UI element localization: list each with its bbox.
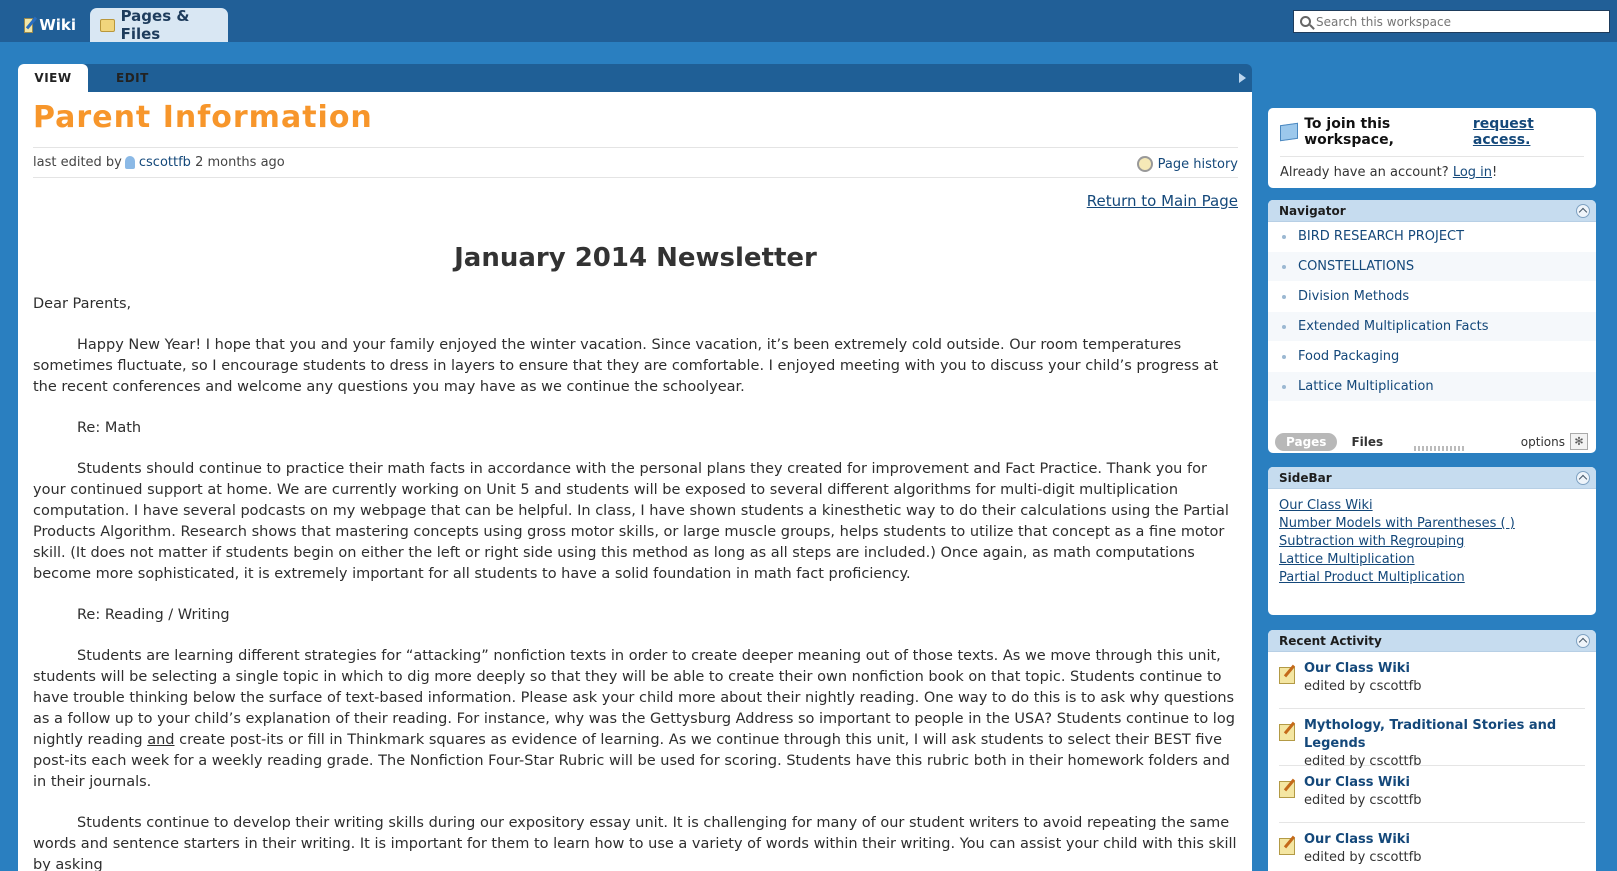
sidebar-link[interactable]: Lattice Multiplication	[1279, 552, 1415, 567]
tab-view-label: VIEW	[34, 71, 72, 85]
recent-item	[1279, 823, 1585, 871]
navigator-list[interactable]	[1268, 222, 1596, 431]
return-link-row	[33, 192, 1238, 212]
paragraph-part: create post-its or fill in Thinkmark squares as evidence of learning. As we continue through this unit, I will ask students to select their BEST five post-its each week for a weekly reading grade. The Nonfiction Four-Star Rubric will be used for scoring. Students have this rubric both in their homework folders and in their journals.	[33, 732, 1230, 790]
top-bar	[0, 0, 1617, 42]
recent-item-by: edited by cscottfb	[1304, 754, 1422, 769]
tab-wiki-label: Wiki	[39, 16, 76, 34]
resize-grip[interactable]	[1414, 446, 1464, 451]
nav-tab-pages[interactable]: Pages	[1275, 433, 1337, 451]
options-label: options	[1520, 434, 1565, 449]
edit-note-icon	[1279, 838, 1295, 855]
nav-item[interactable]: BIRD RESEARCH PROJECT	[1268, 222, 1596, 252]
nav-item[interactable]: Extended Multiplication Facts	[1268, 312, 1596, 342]
meta-time: 2 months ago	[195, 155, 285, 170]
tab-edit-label: EDIT	[116, 71, 149, 85]
collapse-icon[interactable]	[1576, 471, 1590, 485]
nav-item[interactable]: Lattice Multiplication	[1268, 372, 1596, 402]
page-title: Parent Information	[33, 100, 373, 135]
search-input[interactable]	[1316, 15, 1606, 29]
collapse-icon[interactable]	[1576, 204, 1590, 218]
recent-item-title[interactable]: Our Class Wiki	[1304, 775, 1410, 790]
paragraph-part: Students are learning different strategies for “attacking” nonfiction texts in order to create deeper meaning out of those texts. As we move through this unit, students will be selecting a single topic in which to dig more deeply so that they will be able to create their own nonfiction book on that topic. Students continue to have trouble thinking below the surface of text-based information. Please ask your child more about their nightly reading. One way to do this is to ask why questions as a follow up to your child’s explanation of their reading. For instance, why was the Gettysburg Address so important to people in the USA? Students continue to log nightly reading	[33, 648, 1235, 748]
page-history[interactable]	[1137, 156, 1238, 172]
join-line	[1280, 116, 1584, 148]
join-workspace-box	[1268, 108, 1596, 188]
edit-note-icon	[1279, 781, 1295, 798]
search-box[interactable]	[1293, 10, 1610, 33]
tab-view[interactable]	[18, 64, 88, 92]
gear-icon[interactable]: ✻	[1570, 433, 1588, 450]
edit-note-icon	[1279, 724, 1295, 741]
recent-item-by: edited by cscottfb	[1304, 793, 1422, 808]
sidebar-title: SideBar	[1279, 470, 1332, 485]
nav-tab-files[interactable]: Files	[1351, 435, 1384, 449]
nav-item[interactable]: Division Methods	[1268, 282, 1596, 312]
view-edit-tabs	[18, 64, 1252, 92]
sidebar-link[interactable]: Subtraction with Regrouping	[1279, 534, 1465, 549]
edit-note-icon	[1279, 667, 1295, 684]
paragraph: Students should continue to practice their math facts in accordance with the personal plans they created for improvement and Fact Practice. Thank you for your continued support at home. We are currently working on Unit 5 and students will be exposed to several different algorithms for multi-digit multiplication computation. I have several podcasts on my webpage that can be helpful. In class, I have shown students a kinesthetic way to do their calculations using the Partial Products Algorithm. Research shows that mastering concepts using gross motor skills, or large muscle groups, helps students to utilize that concept as a fine motor skill. (It does not matter if students begin on either the left or right side using this method as long as all steps are included.) Once again, as math computations become more sophisticated, it is extremely important for all students to have a solid foundation in math fact proficiency.	[33, 461, 1229, 582]
main-panel	[18, 64, 1252, 871]
tab-edit[interactable]	[116, 64, 149, 92]
recent-activity-box	[1268, 630, 1596, 871]
recent-item-by: edited by cscottfb	[1304, 850, 1422, 865]
sidebar-link[interactable]: Number Models with Parentheses ( )	[1279, 516, 1515, 531]
paragraph	[33, 646, 1238, 793]
recent-item	[1279, 766, 1585, 823]
section-heading-reading: Re: Reading / Writing	[77, 607, 230, 623]
sidebar-links	[1268, 489, 1596, 587]
nav-item[interactable]: Food Packaging	[1268, 342, 1596, 372]
tab-pages-files-label: Pages & Files	[120, 7, 190, 43]
page-content	[18, 92, 1252, 871]
recent-title: Recent Activity	[1279, 633, 1382, 648]
expand-arrow-icon[interactable]	[1239, 73, 1246, 83]
user-icon	[125, 156, 135, 169]
recent-header	[1268, 630, 1596, 652]
recent-item-title[interactable]: Our Class Wiki	[1304, 832, 1410, 847]
underlined-word: and	[147, 732, 175, 748]
search-icon	[1300, 16, 1311, 27]
login-bang: !	[1492, 165, 1498, 180]
sidebar-link[interactable]: Our Class Wiki	[1279, 498, 1373, 513]
wiki-page-icon	[24, 18, 33, 33]
login-line	[1280, 156, 1584, 180]
request-access-link[interactable]: request access.	[1472, 116, 1534, 148]
sidebar-header	[1268, 467, 1596, 489]
paragraph: Students continue to develop their writing skills during our expository essay unit. It is challenging for many of our student writers to avoid repeating the same words and sentence starters in their writing. It is important for them to learn how to use a variety of words within their writing. You can assist your child with this skill by asking	[33, 815, 1237, 871]
nav-options[interactable]	[1521, 433, 1588, 450]
recent-item	[1279, 709, 1585, 769]
greeting: Dear Parents,	[33, 296, 132, 312]
newsletter-body	[33, 243, 1238, 871]
clock-icon	[1137, 156, 1153, 172]
flag-icon	[1280, 123, 1298, 142]
section-heading-math: Re: Math	[77, 420, 142, 436]
navigator-header	[1268, 200, 1596, 222]
collapse-icon[interactable]	[1576, 634, 1590, 648]
sidebar-link[interactable]: Partial Product Multiplication	[1279, 570, 1465, 585]
sidebar-box	[1268, 467, 1596, 615]
paragraph: Happy New Year! I hope that you and your family enjoyed the winter vacation. Since vacation, it’s been extremely cold outside. Our room temperatures sometimes fluctuate, so I encourage students to dress in layers to ensure that they are comfortable. I enjoyed meeting with you to discuss your child’s progress at the recent conferences and welcome any questions you may have as we continue the schoolyear.	[33, 337, 1219, 395]
author-link[interactable]: cscottfb	[138, 155, 191, 170]
page-history-link[interactable]: Page history	[1157, 156, 1238, 172]
recent-item-by: edited by cscottfb	[1304, 679, 1422, 694]
navigator-box	[1268, 200, 1596, 453]
navigator-footer	[1268, 431, 1596, 453]
tab-pages-files[interactable]	[90, 8, 228, 42]
login-link[interactable]: Log in	[1452, 165, 1493, 180]
folder-icon	[100, 19, 115, 32]
have-account-text: Already have an account?	[1280, 165, 1449, 180]
recent-item-title[interactable]: Our Class Wiki	[1304, 661, 1410, 676]
return-main-link[interactable]: Return to Main Page	[1086, 192, 1238, 210]
recent-item	[1279, 652, 1585, 709]
meta-prefix: last edited by	[33, 155, 122, 170]
join-text: To join this workspace,	[1304, 116, 1394, 148]
page-meta	[33, 147, 1238, 178]
recent-item-title[interactable]: Mythology, Traditional Stories and Legends	[1304, 718, 1557, 751]
nav-item[interactable]: CONSTELLATIONS	[1268, 252, 1596, 282]
navigator-title: Navigator	[1279, 203, 1346, 218]
tab-wiki[interactable]	[14, 8, 88, 42]
newsletter-heading: January 2014 Newsletter	[454, 243, 817, 273]
